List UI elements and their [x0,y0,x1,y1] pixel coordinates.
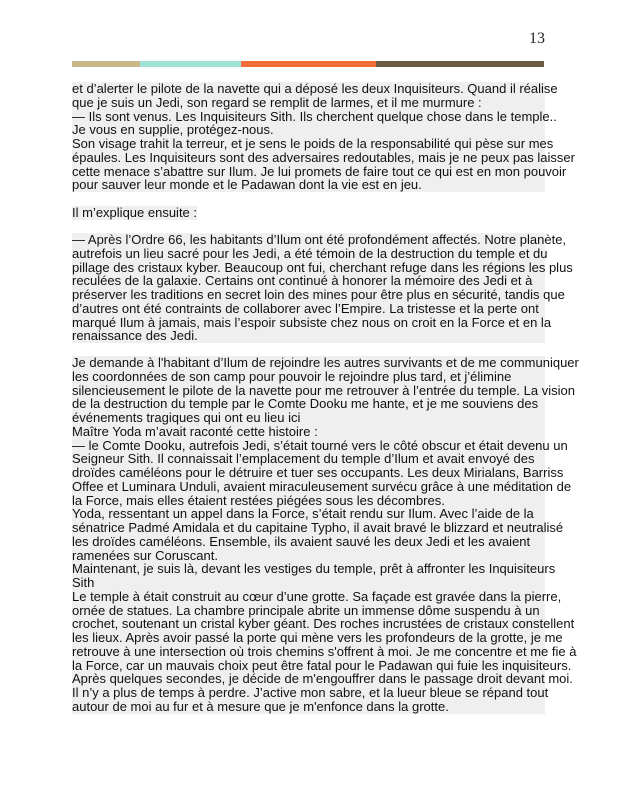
paragraph-4 [72,355,579,714]
text-line: — Après l’Ordre 66, les habitants d’Ilum ont été profondément affectés. Notre planète, [72,232,567,247]
text-line: d’autres ont été contraints de collaborer avec l’Empire. La tristesse et la perte ont [72,300,539,316]
paragraph-1 [72,81,575,193]
paragraph-3 [72,232,573,344]
text-line: ornée de statues. La chambre principale abrite un immense dôme suspendu à un [72,602,540,618]
text-line: Il n’y a plus de temps à perdre. J’active mon sabre, et la lueur bleue se répand tout [72,685,549,700]
text-line: Sith [72,575,95,590]
text-line: — Ils sont venus. Les Inquisiteurs Sith. Ils cherchent quelque chose dans le temple.. [72,108,557,124]
text-line: Le temple à était construit au cœur d’une grotte. Sa façade est gravée dans la pierre, [72,588,562,604]
text-line: la Force, car un mauvais choix peut être fatal pour le Padawan qui fuie les inquisiteurs. [72,657,572,673]
text-line: Il m’explique ensuite : [72,205,198,220]
text-line: Son visage trahit la terreur, et je sens le poids de la responsabilité qui pèse sur mes [72,136,554,151]
text-line: préserver les traditions en secret loin des mines pour être plus en sécurité, tandis que [72,287,565,302]
text-line: les coordonnées de son camp pour pouvoir le rejoindre plus tard, et j’élimine [72,368,512,384]
text-line: Je vous en supplie, protégez-nous. [72,122,274,138]
text-line: silencieusement le pilote de la navette pour me retrouver à l’entrée du temple. La vision [72,382,575,398]
text-line: renaissance des Jedi. [72,328,198,344]
text-line: crochet, soutenant un cristal kyber géant. Des roches incrustées de cristaux constellent [72,616,575,632]
text-line: Maître Yoda m’avait raconté cette histoire : [72,423,318,439]
text-line: sénatrice Padmé Amidala et du capitaine Typho, il avait bravé le blizzard et neutralisé [72,520,564,535]
text-line: événements tragiques qui ont eu lieu ici [72,410,301,425]
text-line: et d’alerter le pilote de la navette qui a déposé les deux Inquisiteurs. Quand il réalise [72,81,558,96]
text-line: marqué Ilum à jamais, mais l’espoir subsiste chez nous on croit en la Force et en la [72,314,552,330]
text-line: — le Comte Dooku, autrefois Jedi, s’était tourné vers le côté obscur et était devenu un [72,437,568,453]
text-line: Seigneur Sith. Il connaissait l’emplacement du temple d’Ilum et avait envoyé des [72,451,535,467]
header-bar-segment-4 [376,61,544,67]
text-line: cette menace s’abattre sur Ilum. Je lui promets de faire tout ce qui est en mon pouvoir [72,163,567,179]
text-line: Je demande à l'habitant d’Ilum de rejoindre les autres survivants et de me communiquer [72,355,579,370]
text-line: autrefois un lieu sacré pour les Jedi, a été témoin de la destruction du temple et du [72,245,548,261]
text-line: reculées de la galaxie. Certains ont continué à honorer la mémoire des Jedi et à [72,273,533,289]
header-bar-segment-1 [72,61,140,67]
page-number: 13 [529,30,545,47]
text-line: autour de moi au fur et à mesure que je m'enfonce dans la grotte. [72,698,449,714]
text-line: droïdes caméléons pour le détruire et tuer ses occupants. Les deux Mirialans, Barriss [72,465,564,480]
text-line: la Force, mais elles étaient restées piégées sous les décombres. [72,492,445,508]
text-line: Après quelques secondes, je décide de m'engouffrer dans le passage droit devant moi. [72,671,573,687]
text-line: Offee et Luminara Unduli, avaient miraculeusement survécu grâce à une méditation de [72,478,572,494]
text-line: de la destruction du temple par le Comte Dooku me hante, et je me souviens des [72,396,539,412]
text-line: Yoda, ressentant un appel dans la Force, s’était rendu sur Ilum. Avec l’aide de la [72,506,534,522]
text-line: les lieux. Après avoir passé la porte qui mène vers les profondeurs de la grotte, je me [72,630,563,645]
header-bar-segment-3 [241,61,376,67]
text-line: que je suis un Jedi, son regard se remplit de larmes, et il me murmure : [72,94,482,110]
text-line: les droïdes caméléons. Ensemble, ils avaient sauvé les deux Jedi et les avaient [72,533,531,549]
text-line: Maintenant, je suis là, devant les vestiges du temple, prêt à affronter les Inquisiteurs [72,561,556,577]
text-line: épaules. Les Inquisiteurs sont des adversaires redoutables, mais je ne peux pas laisser [72,149,575,165]
text-line: retrouve à une intersection où trois chemins s'offrent à moi. Je me concentre et me fie à [72,643,577,659]
text-line: ramenées sur Coruscant. [72,547,218,563]
text-line: pillage des cristaux kyber. Beaucoup ont fui, cherchant refuge dans les régions les plus [72,259,573,275]
header-bar-segment-2 [140,61,241,67]
text-line: pour sauver leur monde et le Padawan dont la vie est en jeu. [72,177,422,193]
paragraph-2 [72,206,197,220]
